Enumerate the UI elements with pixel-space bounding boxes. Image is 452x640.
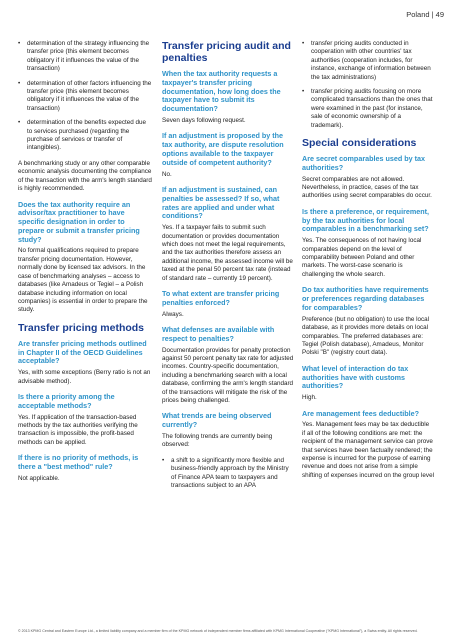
section-title-methods: Transfer pricing methods	[18, 321, 145, 334]
section-title-audit: Transfer pricing audit and penalties	[162, 40, 291, 64]
bullet-list	[302, 40, 434, 130]
column-left	[18, 40, 152, 490]
question-heading: Are management fees deductible?	[302, 408, 420, 418]
question-heading: Is there a preference, or requirement, by the tax authorities for local comparables in a benchmarking set?	[302, 206, 430, 234]
section-title-special: Special considerations	[302, 137, 417, 150]
list-item: • a shift to a significantly more flexible and business-friendly approach by the Ministry of Finance APA team to taxpayers and transactions subject to an APA	[171, 457, 294, 491]
list-item: • determination of other factors influencing the transfer price (this element becomes obligatory if it influences the value of the transaction)	[27, 80, 152, 114]
question-heading: What trends are being observed currently?	[162, 411, 272, 430]
answer-text: Yes. Management fees may be tax deductible if all of the following conditions are met: the recipient of the management service can prove that services have been factually rendered; the expense is incurred for the purpose of earning revenue and does not arise from a simple shifting of expenses incurred on the group level	[302, 421, 434, 479]
question-heading: To what extent are transfer pricing penalties enforced?	[162, 289, 280, 307]
answer-text: No formal qualifications required to prepare transfer pricing documentation. However, normally done by licensed tax advisors. In the case of benchmarking analyses – access to databases (like Amadeus or Tegiel – a Polish database including information on local companies) is essential in order to prepare the study.	[18, 247, 148, 314]
list-item: • determination of the strategy influencing the transfer price (this element becomes obligatory if it influences the value of the transaction)	[27, 40, 152, 74]
answer-text: Preference (but no obligation) to use the local database, as it provides more details on local comparables. The preferred databases are: Tegiel (Polish database), Amadeus, Monitor Polski "B" (registry court data).	[302, 315, 430, 357]
page-header	[0, 6, 452, 24]
question-heading: Are transfer pricing methods outlined in Chapter II of the OECD Guidelines acceptable?	[18, 338, 147, 366]
question-heading: If there is no priority of methods, is there a "best method" rule?	[18, 453, 139, 471]
question-heading: When the tax authority requests a taxpayer's transfer pricing documentation, how long does the taxpayer have to submit its documentation?	[162, 69, 281, 114]
answer-text: Documentation provides for penalty protection against 50 percent penalty tax rate for adjusted incomes. Country-specific documentation, including a benchmarking search with a local database, confirming the arm's length standard of the transactions will mitigate the risk of the prices being challenged.	[162, 346, 294, 405]
answer-text: The following trends are currently being observed:	[162, 433, 273, 449]
answer-text: Yes. If application of the transaction-based methods by the tax authorities verifying the transaction is impossible, the profit-based methods can be applied.	[18, 413, 138, 446]
question-heading: Does the tax authority require an advisor/tax practitioner to have specific designation in order to prepare or submit a transfer pricing study?	[18, 199, 140, 244]
column-right	[302, 40, 434, 487]
answer-text: Seven days following request.	[162, 116, 246, 124]
question-heading: If an adjustment is proposed by the tax authority, are dispute resolution options available to the taxpayer outside of competent authority?	[162, 131, 284, 167]
answer-text: No.	[162, 170, 172, 178]
answer-text: High.	[302, 394, 317, 402]
paragraph: A benchmarking study or any other comparable economic analysis documenting the compliance of the transaction with the arm's length standard is highly recommended.	[18, 159, 152, 193]
answer-text: Yes. If a taxpayer fails to submit such documentation or provides documentation which does not meet the legal requirements, and the tax authorities therefore assess an additional income, the assessed income will be taxed at the penal 50 percent tax rate (instead of standard rate – currently 19 percent).	[162, 224, 293, 282]
answer-text: Secret comparables are not allowed. Nevertheless, in practice, cases of the tax authorities using secret comparables do occur.	[302, 175, 432, 200]
list-item: • transfer pricing audits focusing on more complicated transactions than the ones that were examined in the past (for instance, sale of economic ownership of a trademark).	[311, 88, 434, 130]
list-item: • determination of the benefits expected due to services purchased (regarding the purchase of services or transfer of intangibles).	[27, 119, 152, 153]
question-heading: What level of interaction do tax authorities have with customs authorities?	[302, 363, 409, 391]
bullet-list	[18, 40, 152, 153]
question-heading: Is there a priority among the acceptable methods?	[18, 391, 115, 410]
column-middle	[162, 40, 294, 497]
question-heading: If an adjustment is sustained, can penalties be assessed? If so, what rates are applied and under what conditions?	[162, 184, 280, 221]
question-heading: Do tax authorities have requirements or preferences regarding databases for comparables?	[302, 285, 429, 312]
bullet-list	[162, 457, 294, 491]
answer-text: Yes. The consequences of not having local comparables depend on the level of comparability between Poland and other markets. The worst-case scenario is challenging the whole search.	[302, 237, 422, 278]
question-heading: Are secret comparables used by tax authorities?	[302, 154, 426, 172]
list-item: • transfer pricing audits conducted in cooperation with other countries' tax authorities (cooperation includes, for instance, exchange of information between the tax administrations)	[311, 40, 434, 82]
copyright-footer: © 2013 KPMG Central and Eastern Europe Ltd., a limited liability company and a member firm of the KPMG network of independent member firms affiliated with KPMG International Cooperative ("KPMG International"), a Swiss entity. All rights reserved.	[18, 629, 418, 633]
answer-text: Yes, with some exceptions (Berry ratio is not an advisable method).	[18, 369, 151, 385]
page-number: Poland | 49	[406, 10, 444, 19]
answer-text: Not applicable.	[18, 474, 60, 482]
question-heading: What defenses are available with respect to penalties?	[162, 325, 275, 343]
answer-text: Always.	[162, 310, 184, 318]
